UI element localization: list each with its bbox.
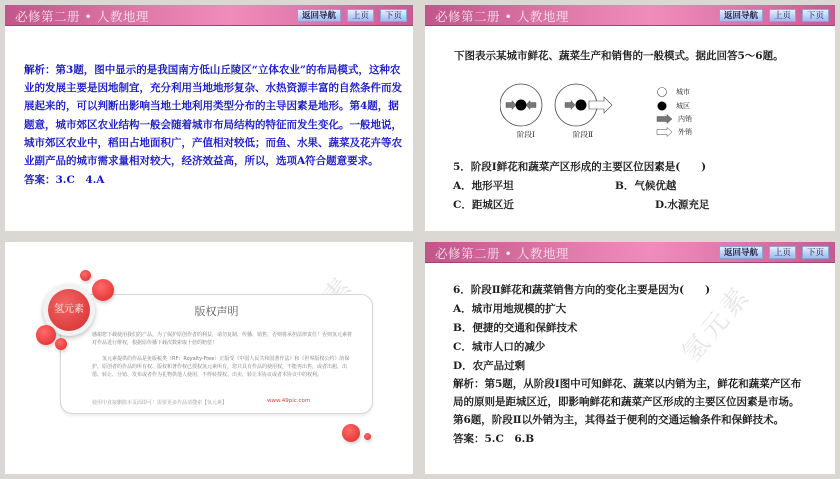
back-nav-button[interactable]: 返回导航 [719, 9, 763, 22]
legend-urban-label: 城区 [676, 102, 690, 110]
legend-domestic-label: 内销 [678, 115, 692, 123]
stage-diagram [500, 79, 740, 149]
option-a: A．地形平坦 [453, 180, 514, 192]
decor-dot [55, 338, 67, 350]
course-title: 必修第二册 • 人教地理 [15, 9, 149, 24]
slide-4 [425, 242, 835, 474]
prev-page-button[interactable]: 上页 [347, 9, 374, 22]
back-nav-button[interactable]: 返回导航 [719, 246, 763, 259]
nav-buttons [719, 246, 829, 259]
stage1-label: 阶段Ⅰ [517, 130, 535, 139]
intro-text: 下图表示某城市鲜花、蔬菜生产和销售的一般模式。据此回答5～6题。 [454, 50, 784, 62]
copyright-footer: 使用中直接删除本页面即可！需要更多作品请搜索【氢元素】 [92, 400, 228, 406]
slide-1 [5, 5, 413, 231]
back-nav-button[interactable]: 返回导航 [297, 9, 341, 22]
prev-page-button[interactable]: 上页 [769, 246, 796, 259]
course-title: 必修第二册 • 人教地理 [435, 9, 569, 24]
slide-header [425, 242, 835, 263]
slide-3-copyright [5, 242, 413, 474]
decor-dot [342, 424, 360, 442]
next-page-button[interactable]: 下页 [802, 246, 829, 259]
decor-dot [36, 325, 56, 345]
course-title: 必修第二册 • 人教地理 [435, 246, 569, 261]
logo-text: 氢元素 [48, 289, 90, 331]
website-link[interactable]: www.49pic.com [267, 398, 311, 404]
decor-dot [92, 279, 114, 301]
next-page-button[interactable]: 下页 [802, 9, 829, 22]
answer-text: 答案：3.C 4.A [24, 174, 105, 186]
analysis-text: 解析：第5题，从阶段Ⅰ图中可知鲜花、蔬菜以内销为主，鲜花和蔬菜产区布局的原则是距城区近，即影响鲜花和蔬菜产区形成的主要区位因素是市场。第6题，阶段Ⅱ以外销为主，其得益于便利的交通运输条件和保鲜技术。 [453, 378, 802, 427]
slide-header [5, 5, 413, 26]
decor-dot [80, 270, 91, 281]
next-page-button[interactable]: 下页 [380, 9, 407, 22]
option-a: A．城市用地规模的扩大 [453, 303, 567, 315]
option-c: C．城市人口的减少 [453, 341, 546, 353]
answer-text: 答案：5.C 6.B [453, 433, 535, 445]
copyright-para-1: 感谢您下载使用我们的产品，为了保护原创作者的利益，请勿复制、传播、销售，否则将承担法律责任！否则氢元素将对作品进行维权，根据原传播下载次数索取十倍的赔偿！ [92, 332, 353, 346]
slide-2 [425, 5, 835, 231]
watermark: 氢元素 [676, 279, 758, 369]
legend-city-label: 城市 [676, 88, 690, 96]
question-5: 5．阶段Ⅰ鲜花和蔬菜产区形成的主要区位因素是( ) [453, 161, 707, 173]
stage2-label: 阶段Ⅱ [573, 130, 594, 139]
copyright-title: 版权声明 [194, 305, 239, 318]
nav-buttons [719, 9, 829, 22]
legend-export-label: 外销 [678, 128, 692, 136]
option-b: B．气候优越 [615, 180, 677, 192]
question-6: 6．阶段Ⅱ鲜花和蔬菜销售方向的变化主要是因为( ) [453, 284, 711, 296]
nav-buttons [297, 9, 407, 22]
decor-dot [364, 433, 371, 440]
option-c: C．距城区近 [453, 199, 514, 211]
option-d: D.水源充足 [655, 199, 710, 211]
prev-page-button[interactable]: 上页 [769, 9, 796, 22]
analysis-text: 解析：第3题，图中显示的是我国南方低山丘陵区“立体农业”的布局模式，这种农业的发展主要是因地制宜，充分利用当地地形复杂、水热资源丰富的自然条件而发展起来的，可以判断出影响当地土地利用类型分布的主导因素是地形。第4题，据题意，城市郊区农业结构一般会随着城市布局结构的特征而发生变化。一般地说，城市郊区农业中，稻田占地面积广，产值相对较低；而鱼、水果、蔬菜及花卉等农业副产品的城市需求量相对较大，经济效益高，所以，选项A符合题意要求。 [24, 64, 402, 168]
copyright-box [60, 294, 373, 414]
option-d: D．农产品过剩 [453, 360, 526, 372]
copyright-para-2: 氢元素提供的作品是免版税类（RF：Royalty-Free）正版受《中国人民共和国著作法》和《世界版权公约》的保护，原创者的作品的所有权、版权和著作权已授权氢元素所有，您只具有作品的使用权，不能再出售，或者出租、出借、转让、分销、发布或者作为礼物供他人使用，不得转授权、出卖、转让本协议或者本协议中的权利。 [92, 356, 350, 378]
option-b: B．便捷的交通和保鲜技术 [453, 322, 578, 334]
slide-header [425, 5, 835, 26]
